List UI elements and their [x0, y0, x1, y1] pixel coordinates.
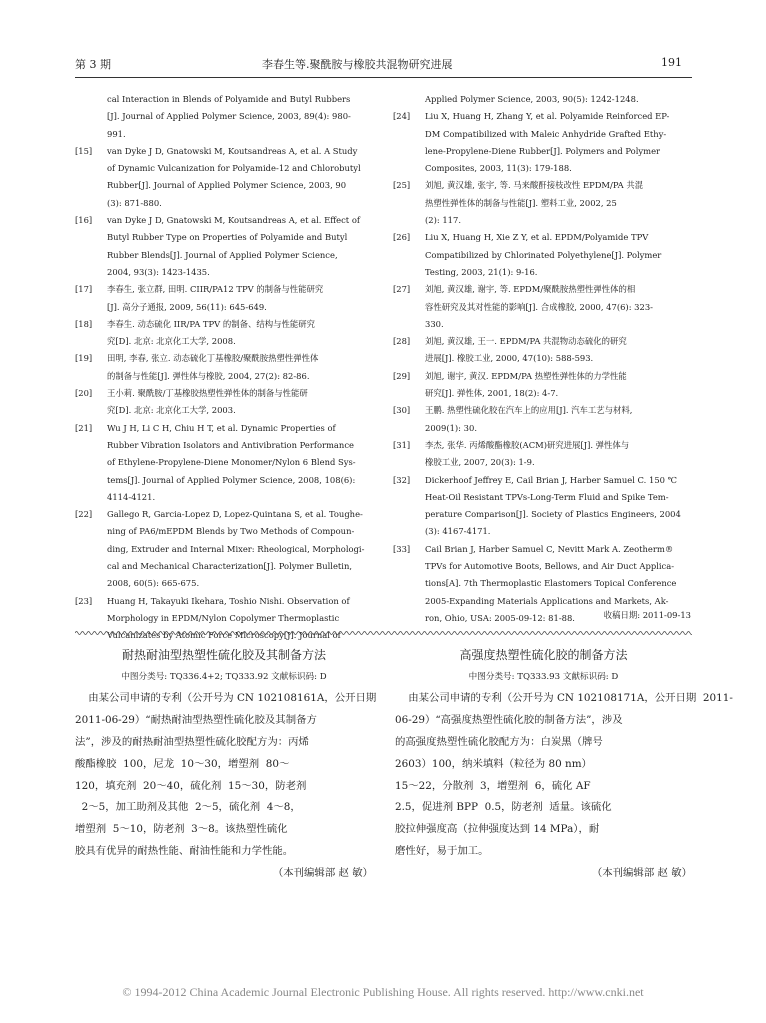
- reference-line: Cail Brian J, Harber Samuel C, Nevitt Mark A. Zeotherm®: [425, 543, 674, 554]
- reference-number: [33]: [393, 543, 411, 554]
- patent-left-classification: 中图分类号: TQ336.4+2; TQ333.92 文献标识码: D: [121, 671, 327, 682]
- reference-line: van Dyke J D, Gnatowski M, Koutsandreas A, et al. A Study: [107, 145, 358, 156]
- reference-line: 王小莉. 聚酰胺/丁基橡胶热塑性弹性体的制备与性能研: [107, 388, 308, 399]
- reference-number: [25]: [393, 180, 411, 191]
- reference-entry: [75, 143, 373, 212]
- issue-label: 第 3 期: [75, 58, 111, 71]
- reference-line: 991.: [107, 128, 126, 139]
- patent-body-line: 胶拉伸强度高（拉伸强度达到 14 MPa），耐: [395, 823, 600, 836]
- reference-line: Gallego R, Garcia-Lopez D, Lopez-Quintana S, et al. Toughe-: [107, 509, 363, 520]
- patent-body-line: 2603）100，纳米填料（粒径为 80 nm）: [395, 757, 592, 770]
- reference-number: [21]: [75, 422, 93, 433]
- reference-entry: [75, 316, 373, 351]
- reference-line: Rubber[J]. Journal of Applied Polymer Science, 2003, 90: [107, 180, 347, 191]
- reference-line: 研究[J]. 弹性体, 2001, 18(2): 4-7.: [425, 388, 559, 399]
- reference-number: [26]: [393, 232, 411, 243]
- reference-line: Composites, 2003, 11(3): 179-188.: [425, 163, 572, 174]
- reference-entry: [75, 281, 373, 316]
- reference-line: ning of PA6/mEPDM Blends by Two Methods of Compoun-: [107, 526, 355, 537]
- reference-line: 田明, 李春, 张立. 动态硫化丁基橡胶/聚酰胺热塑性弹性体: [107, 353, 319, 364]
- wavy-divider: [75, 628, 692, 638]
- reference-number: [32]: [393, 474, 411, 485]
- patent-body-line: 06-29）“高强度热塑性硫化胶的制备方法”，涉及: [395, 713, 623, 726]
- reference-line: 4114-4121.: [107, 491, 156, 502]
- reference-number: [31]: [393, 439, 411, 450]
- patent-body-line: 2.5，促进剂 BPP 0.5，防老剂 适量。该硫化: [395, 801, 612, 814]
- reference-entry: [75, 350, 373, 385]
- reference-number: [18]: [75, 318, 93, 329]
- reference-entry: [393, 333, 691, 368]
- reference-line: Huang H, Takayuki Ikehara, Toshio Nishi. Observation of: [107, 595, 350, 606]
- reference-line: 李春生. 动态硫化 IIR/PA TPV 的制备、结构与性能研究: [107, 318, 315, 329]
- reference-line: Dickerhoof Jeffrey E, Cail Brian J, Harber Samuel C. 150 ℃: [425, 474, 678, 485]
- reference-entry: [393, 368, 691, 403]
- reference-entry: [393, 472, 691, 541]
- patent-body-line: 由某公司申请的专利（公开号为 CN 102108161A，公开日期: [75, 691, 377, 704]
- reference-line: Wu J H, Li C H, Chiu H T, et al. Dynamic Properties of: [107, 422, 336, 433]
- reference-number: [22]: [75, 509, 93, 520]
- reference-line: 2008, 60(5): 665-675.: [107, 578, 200, 589]
- reference-entry: [393, 402, 691, 437]
- reference-line: Morphology in EPDM/Nylon Copolymer Thermoplastic: [107, 612, 340, 623]
- reference-entry: [75, 91, 373, 143]
- reference-line: of Dynamic Vulcanization for Polyamide-12 and Chlorobutyl: [107, 163, 361, 174]
- reference-line: lene-Propylene-Diene Rubber[J]. Polymers and Polymer: [425, 145, 661, 156]
- reference-line: Liu X, Huang H, Zhang Y, et al. Polyamide Reinforced EP-: [425, 111, 670, 122]
- reference-line: (3): 4167-4171.: [425, 526, 491, 537]
- patent-body-line: 酸酯橡胶 100，尼龙 10～30，增塑剂 80～: [75, 757, 290, 770]
- reference-line: Applied Polymer Science, 2003, 90(5): 1242-1248.: [425, 94, 639, 104]
- reference-line: 2005-Expanding Materials Applications and Markets, Ak-: [425, 595, 669, 606]
- reference-number: [30]: [393, 405, 411, 416]
- reference-line: Vulcanizates by Atomic Force Microscopy[J]. Journal of: [107, 630, 341, 641]
- reference-line: of Ethylene-Propylene-Diene Monomer/Nylon 6 Blend Sys-: [107, 457, 356, 468]
- reference-line: 刘旭, 黄汉雄, 张宇, 等. 马来酸酐接枝改性 EPDM/PA 共混: [425, 180, 644, 191]
- reference-entry: [393, 437, 691, 472]
- reference-entry: [393, 91, 691, 108]
- reference-entry: [75, 420, 373, 506]
- patent-body-line: 胶具有优异的耐热性能、耐油性能和力学性能。: [75, 845, 294, 858]
- reference-line: 2004, 93(3): 1423-1435.: [107, 266, 210, 277]
- reference-line: tions[A]. 7th Thermoplastic Elastomers Topical Conference: [425, 578, 677, 589]
- reference-number: [27]: [393, 284, 411, 295]
- reference-entry: [75, 212, 373, 281]
- reference-line: Testing, 2003, 21(1): 9-16.: [425, 266, 538, 277]
- reference-number: [20]: [75, 388, 93, 399]
- patent-left-source: （本刊编辑部 赵 敏）: [272, 867, 373, 880]
- reference-line: 热塑性弹性体的制备与性能[J]. 塑料工业, 2002, 25: [425, 197, 617, 208]
- patent-body-line: 15～22，分散剂 3，增塑剂 6，硫化 AF: [395, 779, 591, 792]
- copyright-footer: © 1994-2012 China Academic Journal Electronic Publishing House. All rights reserved. http://www.cnki.net: [122, 985, 644, 999]
- reference-line: 330.: [425, 318, 444, 329]
- reference-line: 刘旭, 黄汉雄, 王一. EPDM/PA 共混物动态硫化的研究: [425, 336, 627, 347]
- patent-right-source: （本刊编辑部 赵 敏）: [591, 867, 692, 880]
- patent-body-line: 120，填充剂 20～40，硫化剂 15～30，防老剂: [75, 779, 307, 792]
- patent-body-line: 2011-06-29）“耐热耐油型热塑性硫化胶及其制备方: [75, 713, 317, 726]
- reference-line: 究[D]. 北京: 北京化工大学, 2003.: [107, 405, 236, 416]
- reference-line: 橡胶工业, 2007, 20(3): 1-9.: [425, 457, 535, 468]
- reference-number: [16]: [75, 215, 93, 226]
- reference-line: 李春生, 张立群, 田明. CIIR/PA12 TPV 的制备与性能研究: [107, 284, 324, 295]
- patent-news-left: [75, 645, 377, 885]
- reference-line: cal and Mechanical Characterization[J]. Polymer Bulletin,: [107, 561, 353, 572]
- references-left-column: [75, 91, 373, 645]
- reference-line: (2): 117.: [425, 215, 461, 226]
- patent-body-line: 2～5，加工助剂及其他 2～5，硫化剂 4～8，: [75, 801, 301, 814]
- reference-line: ron, Ohio, USA: 2005-09-12: 81-88.: [425, 612, 575, 623]
- reference-number: [28]: [393, 336, 411, 347]
- reference-line: Heat-Oil Resistant TPVs-Long-Term Fluid and Spike Tem-: [425, 491, 669, 502]
- reference-line: Butyl Rubber Type on Properties of Polyamide and Butyl: [107, 232, 348, 243]
- reference-entry: [393, 281, 691, 333]
- patent-right-body: [395, 688, 733, 863]
- reference-line: van Dyke J D, Gnatowski M, Koutsandreas A, et al. Effect of: [107, 215, 360, 226]
- patent-right-classification: 中图分类号: TQ333.93 文献标识码: D: [468, 671, 619, 682]
- reference-entry: [75, 385, 373, 420]
- reference-line: ding, Extruder and Internal Mixer: Rheological, Morphologi-: [107, 543, 365, 554]
- reference-line: cal Interaction in Blends of Polyamide and Butyl Rubbers: [107, 94, 351, 104]
- reference-entry: [75, 506, 373, 592]
- reference-line: Compatibilized by Chlorinated Polyethylene[J]. Polymer: [425, 249, 662, 260]
- reference-line: 进展[J]. 橡胶工业, 2000, 47(10): 588-593.: [425, 353, 594, 364]
- reference-number: [17]: [75, 284, 93, 295]
- reference-line: Rubber Vibration Isolators and Antivibration Performance: [107, 439, 354, 450]
- patent-news-right: [395, 645, 733, 885]
- reference-line: 刘旭, 黄汉雄, 谢宇, 等. EPDM/聚酰胺热塑性弹性体的相: [425, 284, 636, 295]
- page-number: 191: [661, 56, 682, 69]
- received-date: 收稿日期: 2011-09-13: [603, 610, 691, 620]
- patent-body-line: 磨性好，易于加工。: [395, 845, 489, 858]
- reference-line: (3): 871-880.: [107, 197, 162, 208]
- reference-line: 容性研究及其对性能的影响[J]. 合成橡胶, 2000, 47(6): 323-: [425, 301, 653, 312]
- reference-number: [15]: [75, 145, 93, 156]
- reference-line: TPVs for Automotive Boots, Bellows, and Air Duct Applica-: [425, 561, 675, 572]
- reference-line: 刘旭, 谢宇, 黄汉. EPDM/PA 热塑性弹性体的力学性能: [425, 370, 627, 381]
- reference-line: 王鹏. 热塑性硫化胶在汽车上的应用[J]. 汽车工艺与材料,: [425, 405, 633, 416]
- reference-line: Liu X, Huang H, Xie Z Y, et al. EPDM/Polyamide TPV: [425, 232, 649, 243]
- patent-left-title: 耐热耐油型热塑性硫化胶及其制备方法: [121, 648, 326, 662]
- patent-body-line: 法”，涉及的耐热耐油型热塑性硫化胶配方为：丙烯: [75, 735, 309, 748]
- reference-line: [J]. Journal of Applied Polymer Science, 2003, 89(4): 980-: [107, 111, 351, 122]
- reference-line: tems[J]. Journal of Applied Polymer Science, 2008, 108(6):: [107, 474, 356, 485]
- patent-body-line: 的高强度热塑性硫化胶配方为：白炭黑（牌号: [395, 735, 603, 748]
- reference-line: 究[D]. 北京: 北京化工大学, 2008.: [107, 336, 236, 347]
- reference-number: [29]: [393, 370, 411, 381]
- reference-line: perature Comparison[J]. Society of Plastics Engineers, 2004: [425, 509, 681, 520]
- reference-line: 李杰, 张华. 丙烯酸酯橡胶(ACM)研究进展[J]. 弹性体与: [425, 439, 630, 450]
- reference-number: [19]: [75, 353, 93, 364]
- reference-line: 的制备与性能[J]. 弹性体与橡胶, 2004, 27(2): 82-86.: [107, 370, 310, 381]
- reference-entry: [393, 229, 691, 281]
- references-right-column: [393, 91, 691, 627]
- patent-left-body: [75, 688, 377, 863]
- reference-line: 2009(1): 30.: [425, 422, 477, 433]
- patent-right-title: 高强度热塑性硫化胶的制备方法: [459, 648, 628, 662]
- reference-line: Rubber Blends[J]. Journal of Applied Polymer Science,: [107, 249, 338, 260]
- patent-body-line: 由某公司申请的专利（公开号为 CN 102108171A，公开日期 2011-: [395, 691, 733, 704]
- running-title: 李春生等.聚酰胺与橡胶共混物研究进展: [262, 58, 453, 71]
- reference-line: [J]. 高分子通报, 2009, 56(11): 645-649.: [107, 301, 267, 312]
- reference-number: [23]: [75, 595, 93, 606]
- header-rule: [75, 77, 692, 78]
- reference-entry: [393, 108, 691, 177]
- reference-number: [24]: [393, 111, 411, 122]
- patent-body-line: 增塑剂 5～10，防老剂 3～8。该热塑性硫化: [75, 823, 288, 836]
- reference-entry: [393, 177, 691, 229]
- reference-line: DM Compatibilized with Maleic Anhydride Grafted Ethy-: [425, 128, 667, 139]
